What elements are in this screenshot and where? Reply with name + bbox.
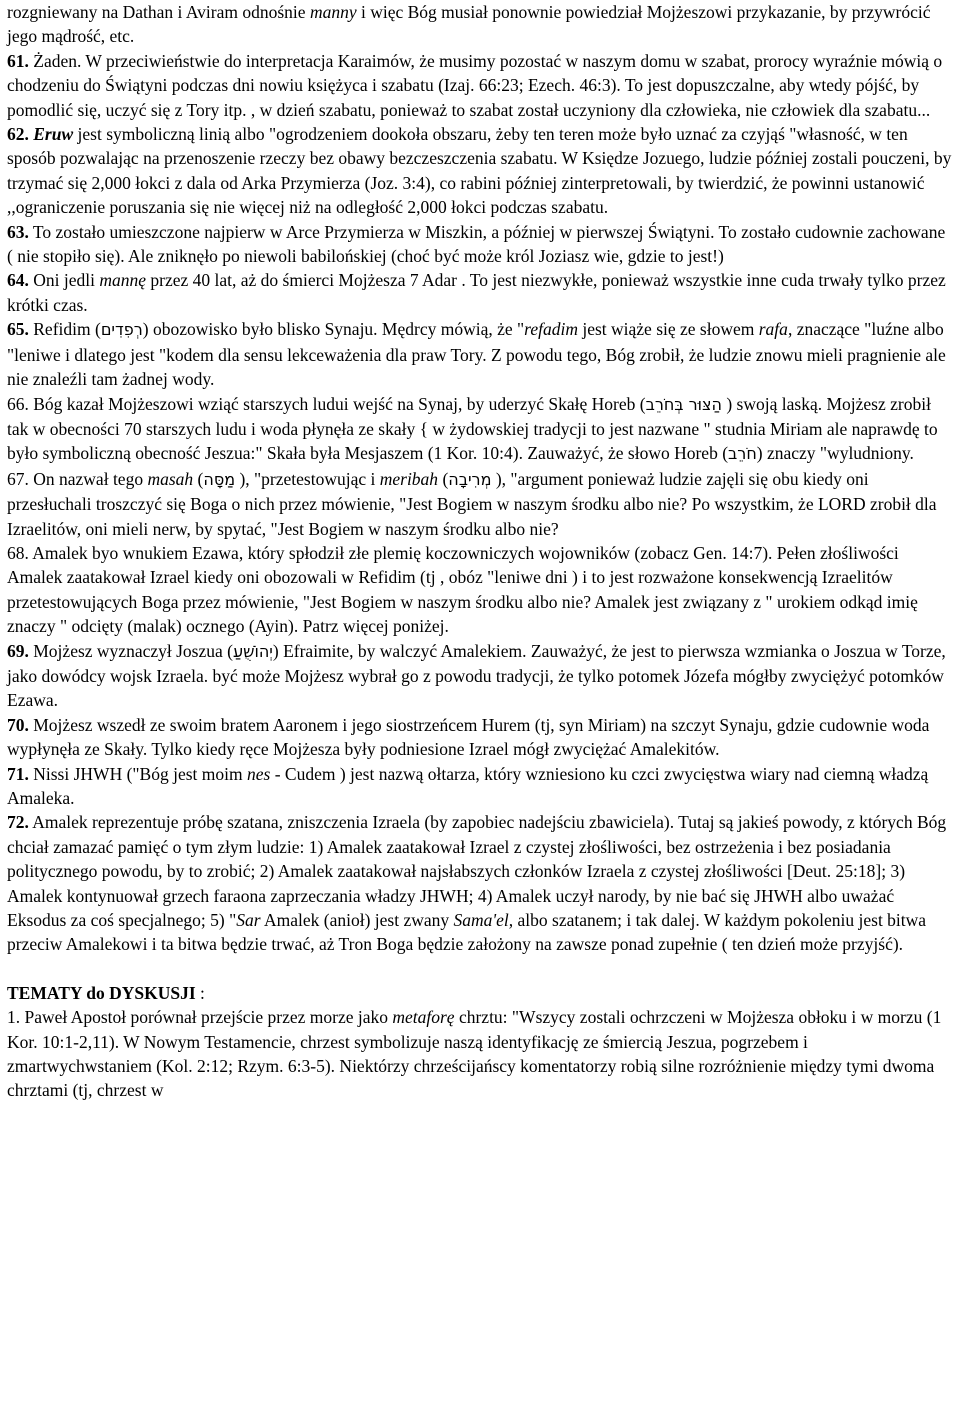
italic-term: Sama'el,	[453, 910, 514, 931]
text: Nissi JHWH ("Bóg jest moim	[28, 763, 247, 784]
text: przez 40 lat, aż do śmierci Mojżesza 7 Adar . To jest niezwykłe, ponieważ wszystkie inne cuda trwały tylko przez krótki czas.	[7, 270, 946, 315]
paragraph-63	[7, 220, 954, 269]
paragraph-64	[7, 268, 954, 317]
text: rozgniewany na Dathan i Aviram odnośnie	[7, 2, 310, 22]
paragraph-number: 72.	[7, 812, 29, 833]
paragraph-69	[7, 639, 954, 713]
italic-term: rafa	[758, 319, 788, 340]
text: chrztu: "Wszycy zostali ochrzczeni w Mojżesza obłoku i w morzu (1 Kor. 10:1-2,11). W Nowym Testamencie, chrzest symbolizuje naszą identyfikację ze śmiercią Jeszua, pogrzebem i zmartwychwstaniem (Kol. 2:12; Rzym. 6:3-5). Niektórzy chrześcijańscy komentatorzy robią silne rozróżnienie między tymi dwoma chrztami (tj, chrzest w	[7, 1007, 942, 1101]
text: ) Efraimite, by walczyć Amalekiem. Zauważyć, że jest to pierwsza wzmianka o Joszua w Torze, jako dowódcy wojsk Izraela. być może Mojżesz wybrał go z powodu tradycji, że tylko potomek Józefa mógłby zwyciężyć potomków Ezawa.	[7, 640, 946, 711]
heading-text: TEMATY do DYSKUSJI	[7, 982, 196, 1003]
paragraph-number: 67.	[7, 468, 29, 489]
paragraph-number: 69.	[7, 640, 29, 661]
text: (	[193, 468, 204, 489]
hebrew-word: מְרִיבָה	[448, 469, 492, 489]
text: On nazwał tego	[28, 468, 148, 489]
text: Żaden. W przeciwieństwie do interpretacja Karaimów, że musimy pozostać w naszym domu w szabat, prorocy wyraźnie mówią o chodzeniu do Świątyni podczas dni nowiu księżyca i szabatu (Izaj. 66:23; Ezech. 46:3).	[7, 50, 943, 96]
italic-term: Sar	[236, 910, 261, 931]
paragraph-68	[7, 541, 954, 639]
text: albo szatanem; i tak dalej. W każdym pokoleniu jest bitwa przeciw Amalekowi i ta bitwa będzie trwać, aż Tron Boga będzie założony na zawsze ponad zupełnie ( ten dzień może przyjść).	[7, 910, 927, 955]
text: To zostało umieszczone najpierw w Arce Przymierza w Miszkin, a później w pierwszej Świątyni. To zostało cudownie zachowane ( nie stopiło się). Ale zniknęło po niewoli babilońskiej (choć być może król Joziasz wie, gdzie to jest!)	[7, 221, 946, 267]
italic-term: masah	[147, 468, 194, 489]
paragraph-number: 71.	[7, 763, 29, 784]
hebrew-word: רְפִדִים	[100, 320, 143, 340]
text: 1. Paweł Apostoł porównał przejście przez morze jako	[7, 1007, 393, 1028]
italic-term: meribah	[379, 468, 439, 489]
text: Bóg kazał Mojżeszowi wziąć starszych ludui wejść na Synaj, by uderzyć Skałę Horeb (	[28, 393, 646, 414]
paragraph-71	[7, 762, 954, 811]
paragraph-70	[7, 713, 954, 762]
paragraph-62	[7, 122, 954, 220]
text: Mojżesz wyznaczył Joszua (	[28, 640, 233, 661]
text: jest wiąże się ze słowem	[577, 319, 759, 340]
paragraph-number: 65.	[7, 319, 29, 340]
hebrew-word: הַצּוּר בְּחֹרֵב	[645, 394, 722, 414]
text: ) swoją laską. Mojżesz zrobił tak w obecności 70 starszych ludu i woda płynęła ze skały { w żydowskiej tradycji to jest nazwane " studnia Miriam ale naprawdę to było symboliczną obecność Jeszua:" Skała była Mesjaszem (1 Kor. 10:4). Zauważyć, że słowo Horeb (	[7, 393, 938, 464]
paragraph-number: 68.	[7, 542, 29, 563]
text: Amalek reprezentuje próbę szatana, zniszczenia Izraela (by zapobiec nadejściu zbawiciela). Tutaj są jakieś powody, z których Bóg chciał zamazać pamięć o tym złym ludzie: 1) Amalek zaatakował Izrael z czystej złośliwości, bez ostrzeżenia i bez posiadania politycznego powodu, by to zrobić; 2) Amalek zaatakował najsłabszych członków Izraela z czystej złośliwości [Deut. 25:18]; 3) Amalek kontynuował grzech faraona zaprzeczania władzy JHWH; 4) Amalek uczył narody, by nie bać się JHWH albo uważać Eksodus za coś specjalnego; 5) "	[7, 812, 947, 931]
text: ) obozowisko było blisko Synaju. Mędrcy mówią, że "	[142, 319, 525, 340]
discussion-item-1	[7, 1005, 954, 1103]
paragraph-61	[7, 49, 954, 122]
italic-term: refadim	[524, 319, 578, 340]
text: - Cudem ) jest nazwą ołtarza, który wzniesiono ku czci zwycięstwa wiary nad ciemną władzą Amaleka.	[7, 763, 929, 808]
paragraph-number: 61.	[7, 50, 29, 71]
paragraph-66	[7, 392, 954, 467]
text: (	[438, 468, 449, 489]
italic-term: metaforę	[392, 1007, 455, 1028]
text: ) znaczy "wyludniony.	[756, 443, 914, 464]
text: To jest dopuszczalne, aby wtedy pójść, by pomodlić się, uczyć się z Tory itp. , w dzień szabatu, ponieważ to szabat został uczyniony dla człowieka, nie człowiek dla szabatu...	[7, 75, 931, 120]
paragraph-number: 64.	[7, 270, 29, 291]
paragraph-number: 70.	[7, 714, 29, 735]
text: i więc Bóg musiał ponownie powiedział Mojżeszowi przykazanie, by przywrócić jego mądrość, etc.	[7, 2, 931, 47]
italic-term: mannę	[99, 270, 147, 291]
paragraph-number: 63.	[7, 221, 29, 242]
paragraph-67	[7, 467, 954, 541]
paragraph-continuation	[7, 0, 954, 49]
text: , znaczące "luźne albo "leniwe i dlatego jest "kodem dla sensu lekceważenia dla praw Tory. Z powodu tego, Bóg zrobił, że ludzie znowu mieli pragnienie ale nie znaleźli tam żadnej wody.	[7, 319, 946, 390]
text: Amalek byo wnukiem Ezawa, który spłodził złe plemię koczowniczych wojowników (zobacz Gen. 14:7). Pełen złośliwości Amalek zaatakował Izrael kiedy oni obozowali w Refidim (tj , obóz "leniwe dni ) i to jest rozważone konsekwencją Izraelitów przetestowujących Boga przez mówienie, "Jest Bogiem w naszym środku albo nie? Amalek jest związany z " urokiem odkąd imię znaczy " odcięty (malak) ocznego (Ayin). Patrz więcej poniżej.	[7, 542, 918, 637]
section-heading	[7, 981, 954, 1005]
text: Oni jedli	[28, 270, 100, 291]
paragraph-65	[7, 317, 954, 391]
hebrew-word: מַסָּה	[203, 469, 236, 489]
text: jest symboliczną linią albo "ogrodzeniem dookoła obszaru, żeby ten teren może było uznać za czyjąś "własność, w ten sposób pozwalając na przenoszenie rzeczy bez obawy bezczeszczenia szabatu. W Księdze Jozuego, ludzie później zostali pouczeni, by trzymać się 2,000 łokci z dala od Arka Przymierza (Joz. 3:4), co rabini później zinterpretowali, by twierdzić, że powinni ustanowić ,,ograniczenie poruszania się nie więcej niż na odległość 2,000 łokci podczas szabatu.	[7, 124, 952, 218]
hebrew-word: חֹרֵב	[728, 444, 757, 464]
spacer	[7, 957, 954, 981]
text: Amalek (anioł) jest zwany	[260, 910, 454, 931]
italic-term: Eruw	[33, 124, 74, 145]
italic-term: manny	[309, 2, 357, 22]
text: :	[195, 982, 205, 1003]
paragraph-number: 66.	[7, 393, 29, 414]
paragraph-72	[7, 810, 954, 956]
text: ), "przetestowując i	[235, 468, 380, 489]
paragraph-number: 62.	[7, 124, 29, 145]
text: Refidim (	[28, 319, 101, 340]
hebrew-word: יְהוֹשֻׁעַ	[232, 641, 273, 661]
italic-term: nes	[247, 763, 271, 784]
text: Mojżesz wszedł ze swoim bratem Aaronem i jego siostrzeńcem Hurem (tj, syn Miriam) na szczyt Synaju, gdzie cudownie woda wypłynęła ze Skały. Tylko kiedy ręce Mojżesza były podniesione Izrael mógł zwyciężać Amalekitów.	[7, 714, 930, 760]
text: ), "argument ponieważ ludzie zajęli się obu kiedy oni przesłuchali troszczyć się Boga o nich przez mówienie, "Jest Bogiem w naszym środku albo nie? Po wszystkim, że LORD zrobił dla Izraelitów, oni mieli nerw, by spytać, "Jest Bogiem w naszym środku albo nie?	[7, 468, 937, 539]
